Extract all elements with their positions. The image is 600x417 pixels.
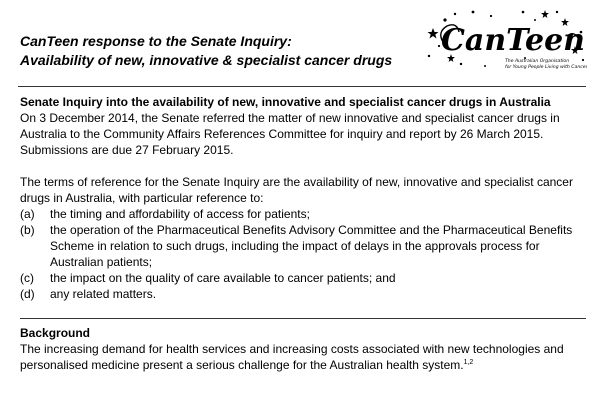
list-item	[20, 270, 586, 286]
terms-of-reference-list	[20, 206, 586, 302]
section-heading-background: Background	[20, 326, 91, 340]
list-item-marker: (c)	[20, 271, 34, 285]
list-item-text: the impact on the quality of care available to cancer patients; and	[50, 271, 396, 285]
list-item	[20, 206, 586, 222]
document-header	[0, 0, 600, 85]
list-item-text: any related matters.	[50, 287, 157, 301]
list-item-text: the timing and affordability of access for patients;	[50, 207, 310, 221]
terms-of-reference-paragraph: The terms of reference for the Senate Inquiry are the availability of new, innovative and specialist cancer drugs in Australia, with particular reference to:	[20, 175, 573, 205]
list-item	[20, 286, 586, 302]
inquiry-referral-paragraph: On 3 December 2014, the Senate referred the matter of new innovative and specialist cancer drugs in Australia to the Community Affairs References Committee for inquiry and report by 26 March 2015. Submissions are due 27 February 2015.	[20, 111, 560, 157]
list-item-marker: (a)	[20, 207, 35, 221]
section-heading-senate-inquiry: Senate Inquiry into the availability of new, innovative and specialist cancer drugs in Australia	[20, 95, 551, 109]
list-item-marker: (b)	[20, 223, 35, 237]
document-title-line-2: Availability of new, innovative & specialist cancer drugs	[20, 52, 393, 68]
logo-tagline-line-2: for Young People Living with Cancer	[505, 65, 587, 70]
list-item	[20, 222, 586, 270]
document-title-line-1: CanTeen response to the Senate Inquiry:	[20, 33, 292, 49]
logo-wordmark: CanTeen	[441, 23, 585, 58]
list-item-text: the operation of the Pharmaceutical Benefits Advisory Committee and the Pharmaceutical Benefits Scheme in relation to such drugs, including the impact of delays in the approvals process for Australian patients;	[50, 223, 573, 269]
document-body	[20, 94, 586, 373]
background-paragraph-text: The increasing demand for health services and increasing costs associated with new technologies and personalised medicine present a serious challenge for the Australian health system.	[20, 342, 564, 372]
background-paragraph	[20, 341, 586, 373]
section-divider	[20, 302, 586, 319]
canteen-logo	[425, 6, 587, 72]
document-title	[20, 32, 420, 70]
footnote-reference: 1,2	[463, 359, 474, 366]
logo-tagline-line-1: The Australian Organisation	[505, 59, 570, 64]
list-item-marker: (d)	[20, 287, 35, 301]
header-divider	[18, 86, 586, 87]
